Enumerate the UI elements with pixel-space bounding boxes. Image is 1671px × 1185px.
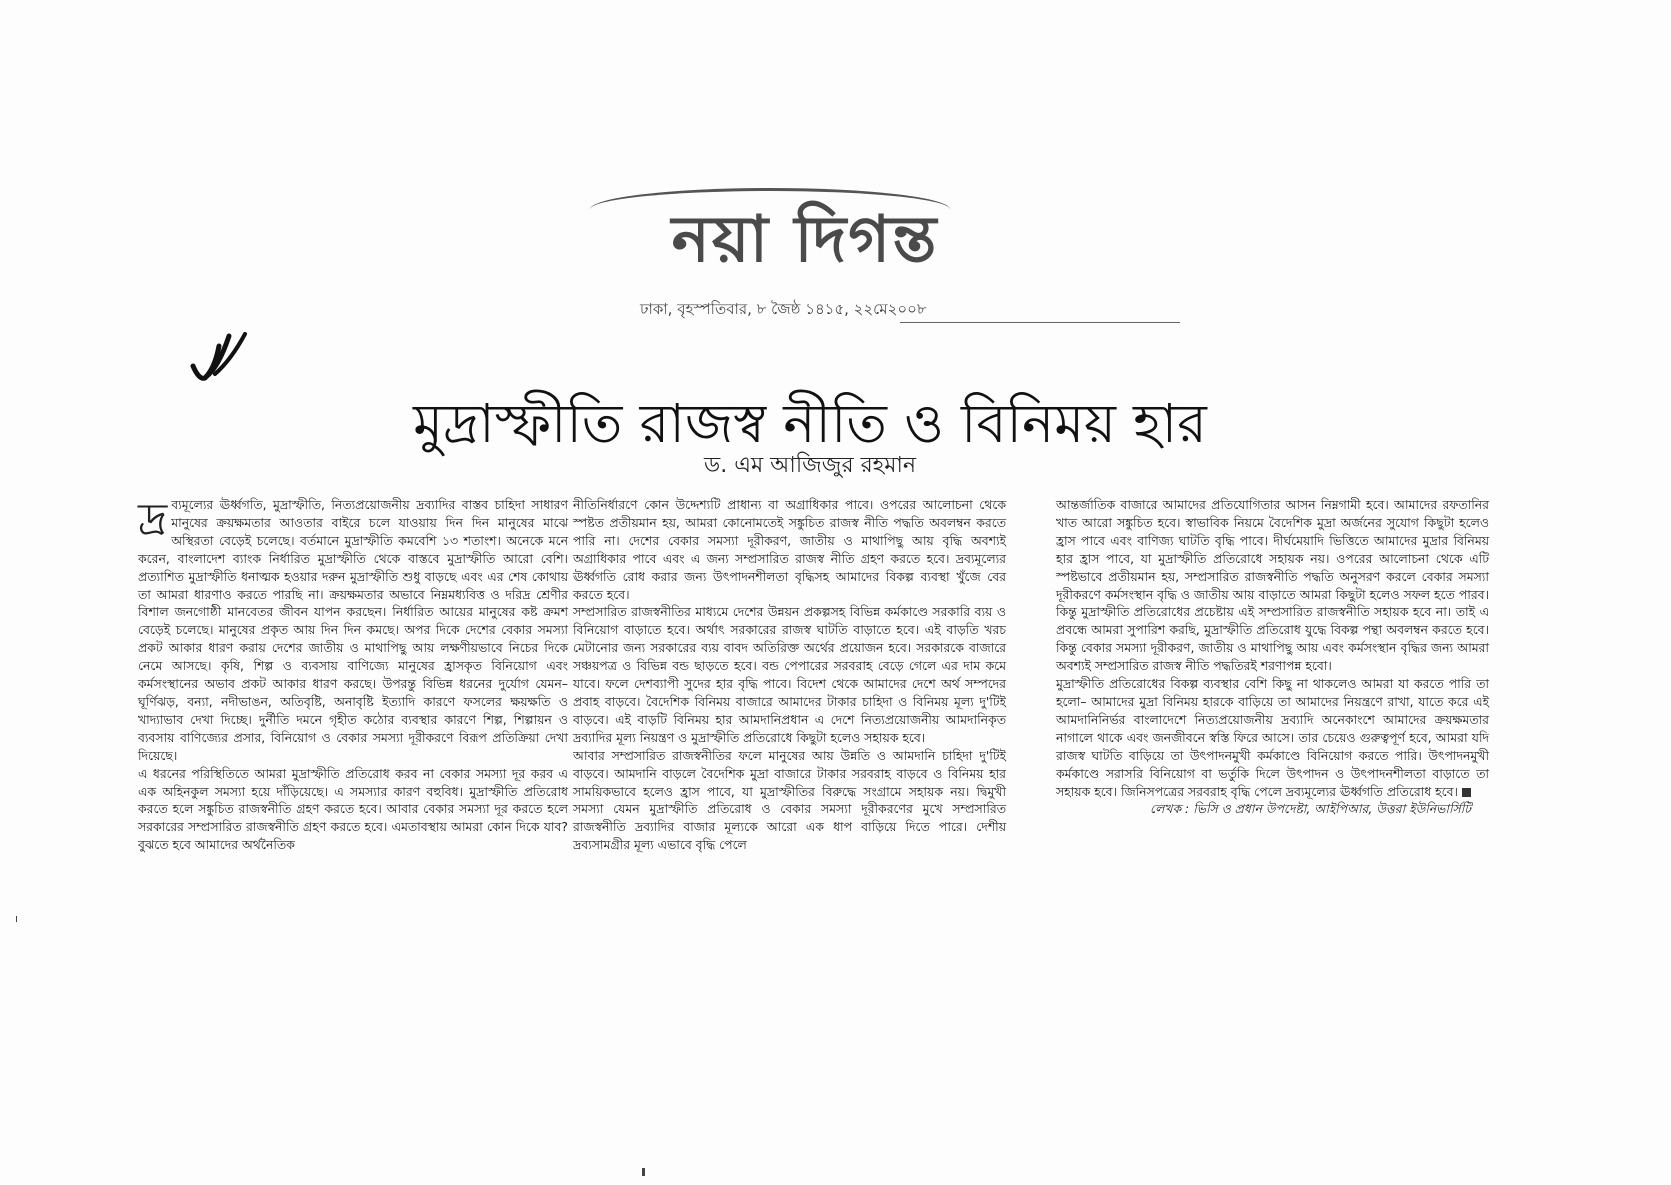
drop-cap: দ্র xyxy=(138,494,168,545)
end-square-icon xyxy=(1462,788,1471,797)
paragraph: এ ধরনের পরিস্থিতিতে আমরা মুদ্রাস্ফীতি প্রতিরোধ করব না বেকার সমস্যা দূর করব এ এক অহিনকুল সমস্যা হয়ে দাঁড়িয়েছে। এ সমস্যার কারণ বহুবিধ। মুদ্রাস্ফীতি প্রতিরোধ করতে হলে সঙ্কুচিত রাজস্বনীতি গ্রহণ করতে হবে। আবার বেকার সমস্যা দূর করতে হলে সরকারের সম্প্রসারিত রাজস্বনীতি গ্রহণ করতে হবে। এমতাবস্থায় আমরা কোন দিকে যাব? বুঝতে হবে আমাদের অর্থনৈতিক xyxy=(138,765,568,853)
author-note: লেখক : ভিসি ও প্রধান উপদেষ্টা, আইপিআর, উত্তরা ইউনিভার্সিটি xyxy=(1150,801,1471,817)
paragraph: আবার সম্প্রসারিত রাজস্বনীতির ফলে মানুষের আয় উন্নতি ও আমদানি চাহিদা দু'টিই বাড়বে। আমদানি বাড়লে বৈদেশিক মুদ্রা বাজারে টাকার সরবরাহ বাড়বে ও বিনিময় হার সাময়িকভাবে হলেও হ্রাস পাবে, যা মুদ্রাস্ফীতির বিরুদ্ধে সংগ্রামে সহায়ক নয়। দ্বিমুখী সমস্যা যেমন মুদ্রাস্ফীতি প্রতিরোধ ও বেকার সমস্যা দূরীকরণের মুখে সম্প্রসারিত রাজস্বনীতি দ্রব্যাদির বাজার মূল্যকে আরো এক ধাপ বাড়িয়ে দিতে পারে। দেশীয় দ্রব্যসামগ্রীর মূল্য এভাবে বৃদ্ধি পেলে xyxy=(573,747,1006,853)
scan-speck xyxy=(642,1168,645,1176)
paragraph: আন্তর্জাতিক বাজারে আমাদের প্রতিযোগিতার আসন নিম্নগামী হবে। আমাদের রফতানির খাত আরো সঙ্কুচিত হবে। স্বাভাবিক নিয়মে বৈদেশিক মুদ্রা অর্জনের সুযোগ কিছুটা হলেও হ্রাস পাবে এবং বাণিজ্য ঘাটতি বৃদ্ধি পাবে। দীর্ঘমেয়াদি ভিত্তিতে আমাদের মুদ্রার বিনিময় হার হ্রাস পাবে, যা মুদ্রাস্ফীতি প্রতিরোধে সহায়ক নয়। ওপরের আলোচনা থেকে এটি স্পষ্টভাবে প্রতীয়মান হয়, সম্প্রসারিত রাজস্বনীতি পদ্ধতি অনুসরণ করলে বেকার সমস্যা দূরীকরণে কর্মসংস্থান বৃদ্ধি ও জাতীয় আয় বাড়াতে আমরা কিছুটা হলেও সফল হতে পারব। কিন্তু মুদ্রাস্ফীতি প্রতিরোধের প্রচেষ্টায় এই সম্প্রসারিত রাজস্বনীতি সহায়ক হবে না। তাই এ প্রবন্ধে আমরা সুপারিশ করছি, মুদ্রাস্ফীতি প্রতিরোধ যুদ্ধে বিকল্প পন্থা অবলম্বন করতে হবে। কিন্তু বেকার সমস্যা দূরীকরণ, জাতীয় ও মাথাপিছু আয় এবং কর্মসংস্থান বৃদ্ধির জন্য আমরা অবশ্যই সম্প্রসারিত রাজস্ব নীতি পদ্ধতিরই শরণাপন্ন হবো। xyxy=(1056,497,1489,674)
paragraph: সম্প্রসারিত রাজস্বনীতির মাধ্যমে দেশের উন্নয়ন প্রকল্পসহ বিভিন্ন কর্মকাণ্ডে সরকারি ব্যয় ও বিনিয়োগ বাড়াতে হবে। অর্থাৎ সরকারের রাজস্ব ঘাটতি বাড়াতে হবে। এই বাড়তি খরচ মেটানোর জন্য সরকারের ব্যয় বাবদ অতিরিক্ত অর্থের প্রয়োজন হবে। সরকারকে বাজারে সঞ্চয়পত্র ও বিভিন্ন বন্ড ছাড়তে হবে। বন্ড পেপারের সরবরাহ বেড়ে গেলে এর দাম কমে যাবে। ফলে দেশব্যাপী সুদের হার বৃদ্ধি পাবে। বিদেশ থেকে আমাদের দেশে অর্থ সম্পদের প্রবাহ বাড়বে। বৈদেশিক বিনিময় বাজারে আমাদের টাকার চাহিদা ও বিনিময় মূল্য দু'টিই বাড়বে। এই বাড়টি বিনিময় হার আমদানিপ্রধান এ দেশে নিত্যপ্রয়োজনীয় আমদানিকৃত দ্রব্যাদির মূল্য নিয়ন্ত্রণ ও মুদ্রাস্ফীতি প্রতিরোধে কিছুটা হলেও সহায়ক হবে। xyxy=(573,604,1006,745)
paragraph-text: মুদ্রাস্ফীতি প্রতিরোধের বিকল্প ব্যবস্থার বেশি কিছু না থাকলেও আমরা যা করতে পারি তা হলো– আমাদের মুদ্রা বিনিময় হারকে বাড়িয়ে তা আমাদের নিয়ন্ত্রণে রাখা, যাতে করে এই আমদানিনির্ভর বাংলাদেশে নিত্যপ্রয়োজনীয় দ্রব্যাদি অনেকাংশে আমাদের ক্রয়ক্ষমতার নাগালে থাকে এবং জনজীবনে স্বস্তি ফিরে আসে। তার চেয়েও গুরুত্বপূর্ণ হবে, আমরা যদি রাজস্ব ঘাটতি বাড়িয়ে তা উৎপাদনমুখী কর্মকাণ্ডে বিনিয়োগ করতে পারি। উৎপাদনমুখী কর্মকাণ্ডে সরাসরি বিনিয়োগ বা ভর্তুকি দিলে উৎপাদন ও উৎপাদনশীলতা বাড়াতে তা সহায়ক হবে। জিনিসপত্রের সরবরাহ বৃদ্ধি পেলে দ্রব্যমূল্যের ঊর্ধ্বগতি প্রতিরোধ হবে। xyxy=(1056,676,1489,799)
article-column-2 xyxy=(573,496,1006,854)
newspaper-name: নয়া দিগন্ত xyxy=(671,203,939,277)
paragraph xyxy=(1056,675,1489,800)
dateline-rule xyxy=(900,322,1180,323)
masthead xyxy=(560,188,1050,278)
article-byline: ড. এম আজিজুর রহমান xyxy=(704,453,916,478)
article-headline: মুদ্রাস্ফীতি রাজস্ব নীতি ও বিনিময় হার xyxy=(413,392,1207,456)
paragraph-text: ব্যমূল্যের ঊর্ধ্বগতি, মুদ্রাস্ফীতি, নিত্যপ্রয়োজনীয় দ্রব্যাদির বাস্তব চাহিদা সাধারণ মানুষের ক্রয়ক্ষমতার আওতার বাইরে চলে যাওয়ায় দিন দিন মানুষের মাঝে অস্থিরতা বেড়েই চলেছে। বর্তমানে মুদ্রাস্ফীতি কমবেশি ১৩ শতাংশ। অনেকে মনে করেন, বাংলাদেশ ব্যাংক নির্ধারিত মুদ্রাস্ফীতি থেকে বাস্তবে মুদ্রাস্ফীতি আরো বেশি। প্রত্যাশিত মুদ্রাস্ফীতি ধনাত্মক হওয়ার দরুন মুদ্রাস্ফীতি শুধু বাড়ছে এবং এর শেষ কোথায় তা আমরা ধারণাও করতে পারছি না। ক্রয়ক্ষমতার অভাবে নিম্নমধ্যবিত্ত ও দরিদ্র শ্রেণীর বিশাল জনগোষ্ঠী মানবেতর জীবন যাপন করছেন। নির্ধারিত আয়ের মানুষের কষ্ট ক্রমশ বেড়েই চলেছে। মানুষের প্রকৃত আয় দিন দিন কমছে। অপর দিকে দেশের বেকার সমস্যা প্রকট আকার ধারণ করায় দেশের জাতীয় ও মাথাপিছু আয় লক্ষণীয়ভাবে নিচের দিকে নেমে আসছে। কৃষি, শিল্প ও ব্যবসায় বাণিজ্যে মানুষের হ্রাসকৃত বিনিয়োগ এবং কর্মসংস্থানের অভাব প্রকট আকার ধারণ করছে। উপরন্তু বিভিন্ন ধরনের দুর্যোগ যেমন– ঘূর্ণিঝড়, বন্যা, নদীভাঙন, অতিবৃষ্টি, অনাবৃষ্টি ইত্যাদি কারণে ফসলের ক্ষয়ক্ষতি ও খাদ্যাভাব দেখা দিচ্ছে। দুর্নীতি দমনে গৃহীত কঠোর ব্যবস্থার কারণে শিল্প, শিল্পায়ন ও ব্যবসায় বাণিজ্যের প্রসার, বিনিয়োগ ও বেকার সমস্যা দূরীকরণে বিরূপ প্রতিক্রিয়া দেখা দিয়েছে। xyxy=(138,497,568,763)
scan-speck xyxy=(16,916,17,922)
handwritten-mark-icon xyxy=(185,328,255,388)
paragraph xyxy=(138,496,568,765)
article-column-1 xyxy=(138,496,568,854)
paragraph: নীতিনির্ধারণে কোন উদ্দেশ্যটি প্রাধান্য বা অগ্রাধিকার পাবে। ওপরের আলোচনা থেকে স্পষ্টত প্রতীয়মান হয়, আমরা কোনোমতেই সঙ্কুচিত রাজস্ব নীতি পদ্ধতি অবলম্বন করতে পারি না। দেশের বেকার সমস্যা দূরীকরণ, জাতীয় ও মাথাপিছু আয় বৃদ্ধি অবশ্যই অগ্রাধিকার পাবে এবং এ জন্য সম্প্রসারিত রাজস্ব নীতি গ্রহণ করতে হবে। দ্রব্যমূল্যের ঊর্ধ্বগতি রোধ করার জন্য উৎপাদনশীলতা বৃদ্ধিসহ আমাদের বিকল্প ব্যবস্থা খুঁজে বের করতে হবে। xyxy=(573,497,1006,602)
dateline: ঢাকা, বৃহস্পতিবার, ৮ জৈষ্ঠ ১৪১৫, ২২মে২০০৮ xyxy=(640,300,927,318)
article-column-3 xyxy=(1056,496,1489,818)
